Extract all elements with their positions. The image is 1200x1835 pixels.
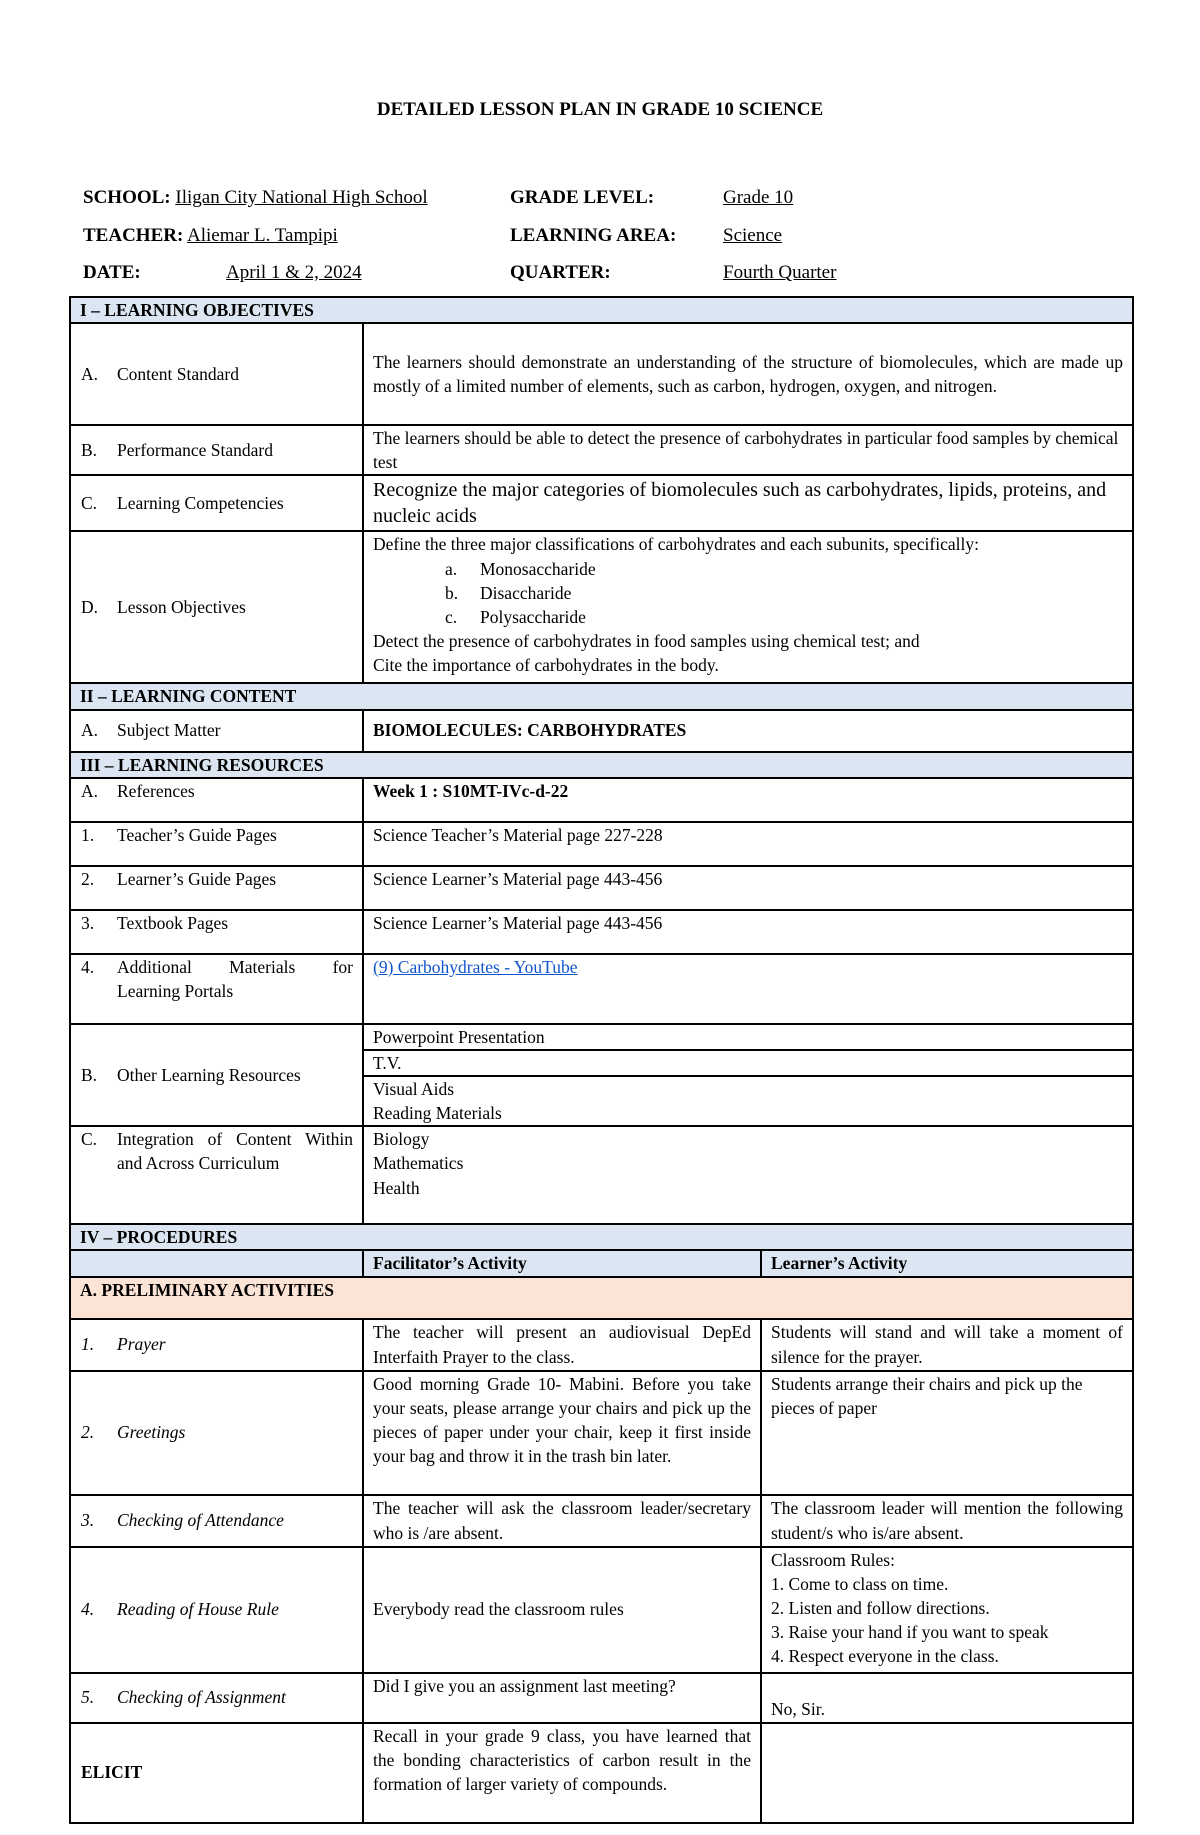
lesson-objectives-row: D. Lesson Objectives Define the three major classifications of carbohydrates and each subunits, specifically: a. Monosaccharide b. Disaccharide c. Polysaccharide Detect the presence of carbohydrates in food samples using chemical test; and Cite the importance of carbohydrates in the body. — [70, 531, 1133, 683]
section-content: II – LEARNING CONTENT — [70, 683, 1133, 709]
grade-value: Grade 10 — [723, 187, 794, 208]
section-procedures: IV – PROCEDURES — [70, 1224, 1133, 1250]
prayer-row: 1. Prayer The teacher will present an audiovisual DepEd Interfaith Prayer to the class. Students will stand and will take a moment of silence for the prayer. — [70, 1319, 1133, 1371]
area-label: LEARNING AREA: — [510, 225, 677, 246]
performance-standard-text: The learners should be able to detect the presence of carbohydrates in particular food samples by chemical test — [363, 425, 1133, 475]
additional-materials-row: 4. Additional Materials for Learning Portals (9) Carbohydrates - YouTube — [70, 954, 1133, 1024]
date-label: DATE: — [83, 262, 141, 283]
section-objectives: I – LEARNING OBJECTIVES — [70, 297, 1133, 323]
content-standard-row: A. Content Standard The learners should demonstrate an understanding of the structure of biomolecules, which are made up mostly of a limited number of elements, such as carbon, hydrogen, oxygen, and nitrogen. — [70, 323, 1133, 425]
school-value: Iligan City National High School — [175, 187, 428, 208]
references-row: A. References Week 1 : S10MT-IVc-d-22 — [70, 778, 1133, 822]
assignment-row: 5. Checking of Assignment Did I give you an assignment last meeting? No, Sir. — [70, 1673, 1133, 1723]
area-value: Science — [723, 225, 783, 246]
performance-standard-row: B. Performance Standard The learners should be able to detect the presence of carbohydrates in particular food samples by chemical test — [70, 425, 1133, 475]
date-value: April 1 & 2, 2024 — [226, 262, 362, 283]
competencies-row: C. Learning Competencies Recognize the major categories of biomolecules such as carbohydrates, lipids, proteins, and nucleic acids — [70, 475, 1133, 531]
content-standard-text: The learners should demonstrate an understanding of the structure of biomolecules, which are made up mostly of a limited number of elements, such as carbon, hydrogen, oxygen, and nitrogen. — [363, 323, 1133, 425]
objective-item: b. Disaccharide — [445, 582, 572, 603]
subject-matter-text: BIOMOLECULES: CARBOHYDRATES — [363, 710, 1133, 752]
subject-matter-row: A. Subject Matter BIOMOLECULES: CARBOHYDRATES — [70, 710, 1133, 752]
other-resources-row: B. Other Learning Resources Powerpoint Presentation T.V. Visual Aids Reading Materials — [70, 1024, 1133, 1127]
preliminary-activities: A. PRELIMINARY ACTIVITIES — [70, 1277, 1133, 1319]
elicit-label: ELICIT — [70, 1723, 363, 1823]
quarter-value: Fourth Quarter — [723, 262, 837, 283]
school-field: SCHOOL: Iligan City National High School — [83, 187, 428, 208]
section-resources: III – LEARNING RESOURCES — [70, 752, 1133, 778]
lesson-objectives-text: Define the three major classifications of carbohydrates and each subunits, specifically: a. Monosaccharide b. Disaccharide c. Polysaccharide Detect the presence of carbohydrates in food samples using chemical test; and Cite the importance of carbohydrates in the body. — [363, 531, 1133, 683]
quarter-label: QUARTER: — [510, 262, 611, 283]
house-rule-row: 4. Reading of House Rule Everybody read the classroom rules Classroom Rules: 1. Come to class on time. 2. Listen and follow directions. 3. Raise your hand if you want to speak 4. Respect everyone in the class. — [70, 1547, 1133, 1673]
page-title: DETAILED LESSON PLAN IN GRADE 10 SCIENCE — [376, 99, 824, 120]
competencies-text: Recognize the major categories of biomolecules such as carbohydrates, lipids, proteins, and nucleic acids — [363, 475, 1133, 531]
textbook-row: 3. Textbook Pages Science Learner’s Material page 443-456 — [70, 910, 1133, 954]
col-learner: Learner’s Activity — [761, 1250, 1133, 1276]
youtube-link[interactable]: (9) Carbohydrates - YouTube — [373, 956, 578, 977]
elicit-row: ELICIT Recall in your grade 9 class, you have learned that the bonding characteristics of carbon result in the formation of larger variety of compounds. — [70, 1723, 1133, 1823]
integration-row: C. Integration of Content Within and Across Curriculum Biology Mathematics Health — [70, 1126, 1133, 1224]
learners-guide-row: 2. Learner’s Guide Pages Science Learner’s Material page 443-456 — [70, 866, 1133, 910]
greetings-row: 2. Greetings Good morning Grade 10- Mabini. Before you take your seats, please arrange your chairs and pick up the pieces of paper under your chair, keep it first inside your bag and throw it in the trash bin later. Students arrange their chairs and pick up the pieces of paper — [70, 1371, 1133, 1495]
objective-item: a. Monosaccharide — [445, 558, 596, 579]
objective-item: c. Polysaccharide — [445, 606, 586, 627]
teacher-field: TEACHER: Aliemar L. Tampipi — [83, 225, 338, 246]
lesson-plan-table — [69, 296, 1134, 1824]
col-facilitator: Facilitator’s Activity — [363, 1250, 761, 1276]
references-text: Week 1 : S10MT-IVc-d-22 — [363, 778, 1133, 822]
teachers-guide-row: 1. Teacher’s Guide Pages Science Teacher’s Material page 227-228 — [70, 822, 1133, 866]
procedures-header-row — [70, 1250, 1133, 1276]
attendance-row: 3. Checking of Attendance The teacher will ask the classroom leader/secretary who is /are absent. The classroom leader will mention the following student/s who is/are absent. — [70, 1495, 1133, 1547]
teacher-value: Aliemar L. Tampipi — [187, 225, 338, 246]
grade-label: GRADE LEVEL: — [510, 187, 655, 208]
